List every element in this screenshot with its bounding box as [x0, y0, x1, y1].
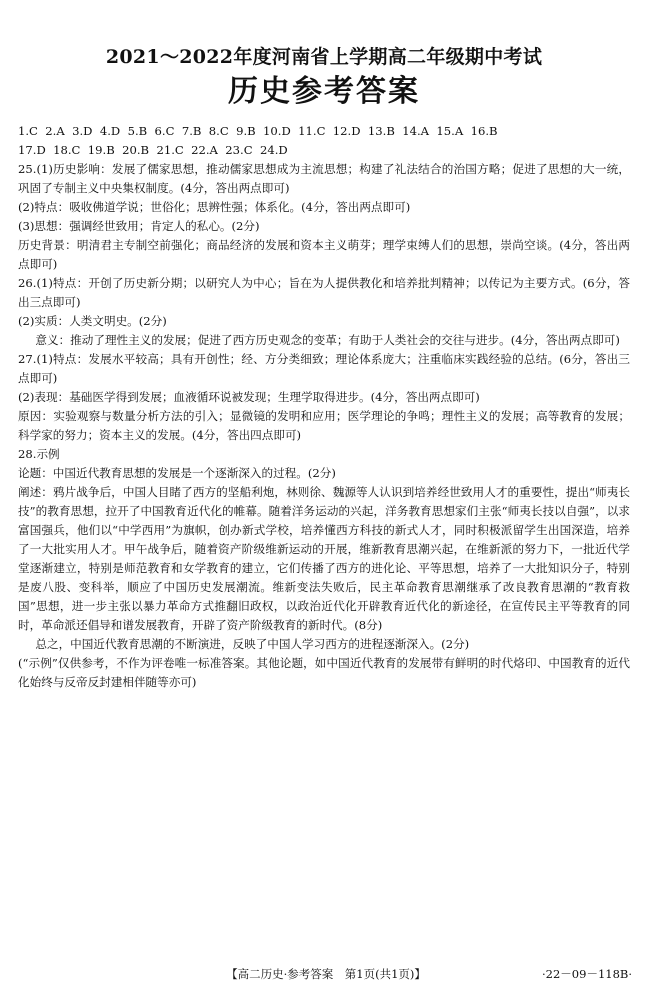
footer-page-info: 【高二历史·参考答案 第1页(共1页)】 — [226, 967, 426, 981]
document-subtitle: 历史参考答案 — [228, 74, 420, 109]
answer-q26-meaning: 意义：推动了理性主义的发展；促进了西方历史观念的变革；有助于人类社会的交往与进步。(4分，答出两点即可) — [35, 333, 620, 347]
answer-q25-2: (2)特点：吸收佛道学说；世俗化；思辨性强；体系化。(4分，答出两点即可) — [18, 200, 411, 214]
answer-q27-1: 27.(1)特点：发展水平较高；具有开创性；经、方分类细致；理论体系庞大；注重临床实践经验的总结。(6分，答出三点即可) — [18, 352, 630, 385]
answer-q27-2: (2)表现：基础医学得到发展；血液循环说被发现；生理学取得进步。(4分，答出两点即可) — [18, 390, 480, 404]
answer-q28-body: 阐述：鸦片战争后，中国人目睹了西方的坚船利炮，林则徐、魏源等人认识到培养经世致用人才的重要性，提出“师夷长技”的教育思想，拉开了中国教育近代化的帷幕。随着洋务运动的兴起，洋务教育思想家们主张“师夷长技以自强”，以求富国强兵，他们以“中学西用”为旗帜，创办新式学校，培养懂西方科技的新式人才，同时积极派留学生出国深造，培养了一大批实用人才。甲午战争后，随着资产阶级维新运动的开展，维新教育思潮兴起，在维新派的努力下，一批近代学堂逐渐建立，特别是师范教育和女学教育的建立，它们传播了西方的进化论、平等思想，培养了一大批知识分子，特别是废八股、变科举，顺应了中国历史发展潮流。维新变法失败后，民主革命教育思潮继承了改良教育思潮的“教育救国”思想，进一步主张以暴力革命方式推翻旧政权，以政治近代化开辟教育近代化的新途径，在宣传民主平等教育的同时，革命派还倡导和谱发展教育，开辟了资产阶级教育的新时代。(8分) — [18, 485, 630, 632]
answer-q25-3: (3)思想：强调经世致用；肯定人的私心。(2分) — [18, 219, 260, 233]
answer-q25-bg: 历史背景：明清君主专制空前强化；商品经济的发展和资本主义萌芽；理学束缚人们的思想，崇尚空谈。(4分，答出两点即可) — [18, 238, 630, 271]
multiple-choice-answers-line-2: 17.D 18.C 19.B 20.B 21.C 22.A 23.C 24.D — [18, 143, 288, 157]
exam-title: 2021～2022年度河南省上学期高二年级期中考试 — [105, 46, 543, 68]
essay-answers — [18, 160, 630, 692]
answer-q28-thesis: 论题：中国近代教育思想的发展是一个逐渐深入的过程。(2分) — [18, 466, 336, 480]
answers-section — [18, 122, 630, 692]
answer-q25-1: 25.(1)历史影响：发展了儒家思想，推动儒家思想成为主流思想；构建了礼法结合的治国方略；促进了思想的大一统，巩固了专制主义中央集权制度。(4分，答出两点即可) — [18, 162, 630, 195]
answer-q28: 28.示例 — [18, 447, 60, 461]
answer-q27-reason: 原因：实验观察与数量分析方法的引入；显微镜的发明和应用；医学理论的争鸣；理性主义的发展；高等教育的发展；科学家的努力；资本主义的发展。(4分，答出四点即可) — [18, 409, 630, 442]
answer-q28-note: (“示例”仅供参考，不作为评卷唯一标准答案。其他论题，如中国近代教育的发展带有鲜明的时代烙印、中国教育的近代化始终与反帝反封建相伴随等亦可) — [18, 656, 630, 689]
answer-q28-summary: 总之，中国近代教育思潮的不断演进，反映了中国人学习西方的进程逐渐深入。(2分) — [35, 637, 470, 651]
answer-q26-2: (2)实质：人类文明史。(2分) — [18, 314, 167, 328]
footer-code: ·22－09－118B· — [542, 967, 632, 981]
answer-q26-1: 26.(1)特点：开创了历史新分期；以研究人为中心；旨在为人提供教化和培养批判精神；以传记为主要方式。(6分，答出三点即可) — [18, 276, 630, 309]
multiple-choice-answers-line-1: 1.C 2.A 3.D 4.D 5.B 6.C 7.B 8.C 9.B 10.D 11.C 12.D 13.B 14.A 15.A 16.B — [18, 124, 498, 138]
